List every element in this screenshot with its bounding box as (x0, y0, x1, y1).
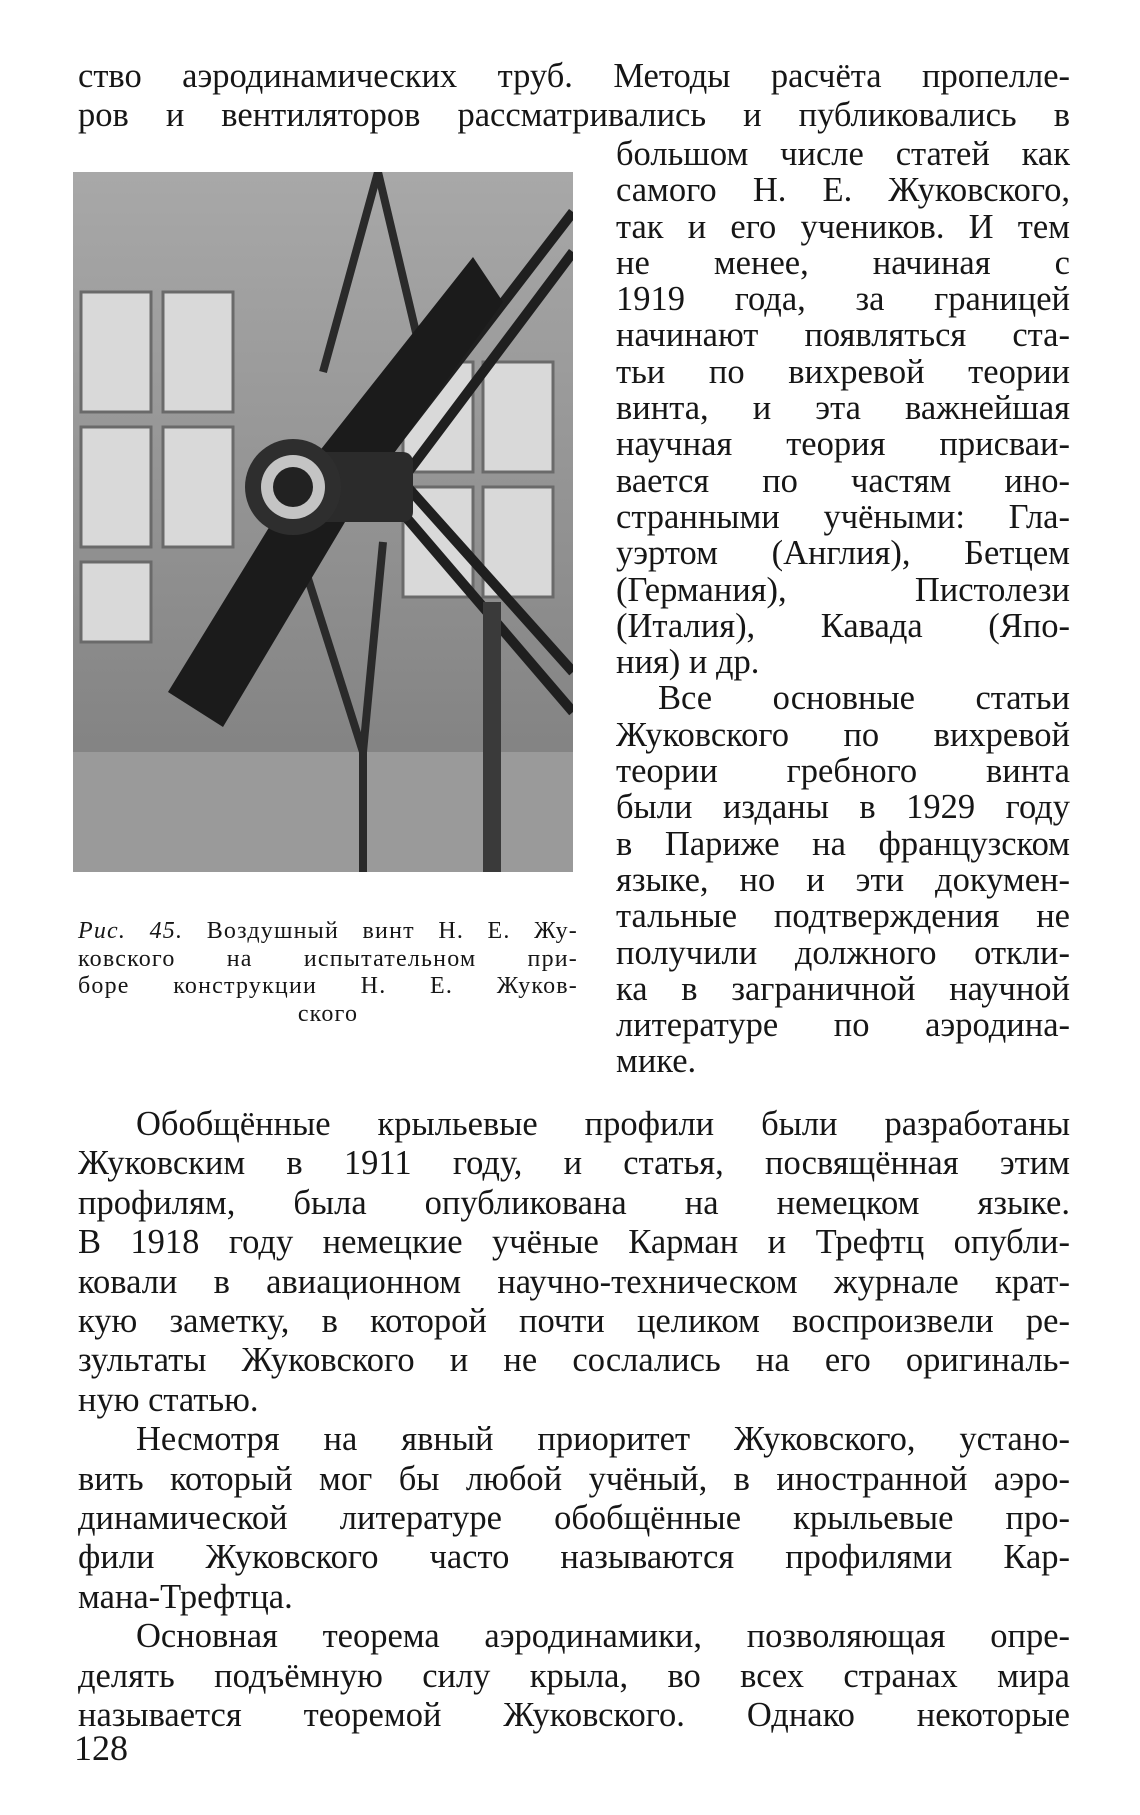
text-line: начинают появляться ста- (616, 316, 1070, 355)
text-line: странными учёными: Гла- (616, 497, 1070, 536)
caption-line: ковского на испытательном при- (78, 945, 578, 972)
right-column (616, 136, 1070, 1080)
text-line: мана-Трефтца. (78, 1577, 293, 1616)
text-line: винта, и эта важнейшая (616, 389, 1070, 428)
text-line: литературе по аэродина- (616, 1006, 1070, 1045)
text-line: профилям, была опубликована на немецком языке. (78, 1183, 1070, 1222)
text-line: делять подъёмную силу крыла, во всех странах мира (78, 1656, 1070, 1695)
text-line: вается по частям ино- (616, 461, 1070, 500)
figure-caption (78, 918, 578, 1028)
text-line: фили Жуковского часто называются профилями Кар- (78, 1538, 1070, 1577)
text-line: Жуковским в 1911 году, и статья, посвящённая этим (78, 1144, 1070, 1183)
text-line: не менее, начиная с (616, 243, 1070, 282)
text-line: Все основные статьи (658, 679, 1070, 718)
text-line: ство аэродинамических труб. Методы расчёта пропелле- (78, 57, 1070, 95)
propeller-photo (73, 172, 573, 872)
text-line: самого Н. Е. Жуковского, (616, 171, 1070, 210)
text-line: ров и вентиляторов рассматривались и публиковались в (78, 96, 1070, 135)
text-line: В 1918 году немецкие учёные Карман и Трефтц опубли- (78, 1223, 1070, 1262)
figure-label: Рис. 45. (78, 918, 184, 944)
text-line: Основная теорема аэродинамики, позволяющая опре- (136, 1617, 1070, 1656)
top-paragraph (78, 57, 1070, 136)
text-line: ния) и др. (616, 643, 760, 682)
caption-line: боре конструкции Н. Е. Жуков- (78, 973, 578, 999)
text-line: мике. (616, 1042, 697, 1081)
text-line: получили должного откли- (616, 933, 1070, 972)
text-line: большом числе статей как (616, 135, 1070, 173)
text-line: языке, но и эти докумен- (616, 860, 1070, 899)
text-line: Жуковского по вихревой (616, 715, 1070, 754)
bottom-paragraphs (78, 1105, 1070, 1736)
text-line: тьи по вихревой теории (616, 352, 1070, 391)
page-number: 128 (74, 1728, 128, 1768)
text-line: называется теоремой Жуковского. Однако некоторые (78, 1696, 1070, 1735)
text-line: ка в заграничной научной (616, 969, 1070, 1008)
caption-line: ского (297, 1000, 359, 1027)
text-line: так и его учеников. И тем (616, 207, 1070, 246)
text-line: Несмотря на явный приоритет Жуковского, устано- (136, 1420, 1070, 1459)
text-line: ную статью. (78, 1380, 259, 1419)
propeller-illustration (73, 172, 573, 872)
text-line: (Германия), Пистолези (616, 570, 1070, 609)
text-line: в Париже на французском (616, 824, 1070, 863)
text-line: кую заметку, в которой почти целиком воспроизвели ре- (78, 1302, 1070, 1341)
text-line: были изданы в 1929 году (616, 788, 1070, 827)
text-line: тальные подтверждения не (616, 897, 1070, 936)
text-line: 1919 года, за границей (616, 280, 1070, 319)
text-line: теории гребного винта (616, 752, 1070, 791)
caption-text: Воздушный винт Н. Е. Жу- (206, 918, 578, 944)
text-line: уэртом (Англия), Бетцем (616, 534, 1070, 573)
text-line: научная теория присваи- (616, 425, 1070, 464)
text-line: вить который мог бы любой учёный, в иностранной аэро- (78, 1459, 1070, 1498)
text-line: Обобщённые крыльевые профили были разработаны (136, 1105, 1070, 1143)
text-line: зультаты Жуковского и не сослались на его оригиналь- (78, 1341, 1070, 1380)
text-line: ковали в авиационном научно-техническом журнале крат- (78, 1262, 1070, 1301)
caption-line (78, 918, 578, 946)
text-line: (Италия), Кавада (Япо- (616, 606, 1070, 645)
text-line: динамической литературе обобщённые крыльевые про- (78, 1499, 1070, 1538)
